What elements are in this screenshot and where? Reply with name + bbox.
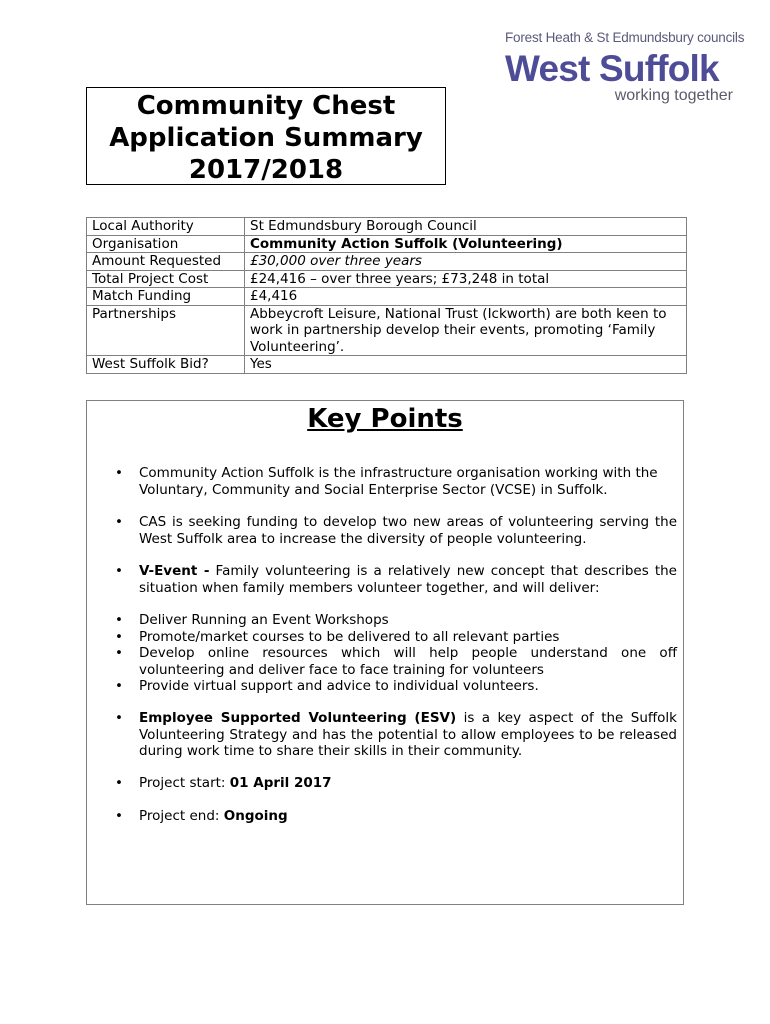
project-start-value: 01 April 2017	[229, 775, 332, 791]
project-end-label: Project end:	[139, 808, 224, 824]
logo-tagline: working together	[614, 87, 733, 104]
table-row	[87, 253, 687, 271]
project-end-value: Ongoing	[223, 808, 288, 824]
table-row	[87, 288, 687, 306]
amount-requested-label: Amount Requested	[87, 253, 245, 271]
key-point-infrastructure: Community Action Suffolk is the infrastructure organisation working with the Voluntary, Community and Social Enterprise Sector (VCSE) in Suffolk.	[139, 465, 658, 498]
bullet-icon: •	[115, 710, 123, 726]
match-funding-value: £4,416	[245, 288, 687, 306]
table-row	[87, 356, 687, 374]
v-event-text: Family volunteering is a relatively new concept that describes the situation when family members volunteer together, and will deliver:	[139, 563, 677, 596]
key-points-section	[86, 400, 684, 905]
esv-text: is a key aspect of the Suffolk Volunteering Strategy and has the potential to allow employees to be released during work time to share their skills in their community.	[139, 710, 678, 759]
local-authority-value: St Edmundsbury Borough Council	[245, 218, 687, 236]
table-row	[87, 235, 687, 253]
table-row	[87, 218, 687, 236]
west-suffolk-bid-value: Yes	[245, 356, 687, 374]
partnerships-label: Partnerships	[87, 305, 245, 356]
title-line-2: Application Summary	[109, 123, 423, 153]
local-authority-label: Local Authority	[87, 218, 245, 236]
key-point-v-event	[139, 563, 677, 596]
bullet-icon: •	[115, 563, 123, 579]
logo-councils-line: Forest Heath & St Edmundsbury councils	[505, 30, 745, 45]
key-point-funding: CAS is seeking funding to develop two new areas of volunteering serving the West Suffolk area to increase the diversity of people volunteering.	[139, 514, 677, 547]
organisation-label: Organisation	[87, 235, 245, 253]
organisation-value: Community Action Suffolk (Volunteering)	[245, 235, 687, 253]
bullet-icon: •	[115, 629, 123, 645]
amount-requested-value: £30,000 over three years	[245, 253, 687, 271]
match-funding-label: Match Funding	[87, 288, 245, 306]
partnerships-value: Abbeycroft Leisure, National Trust (Ickworth) are both keen to work in partnership develop their events, promoting ‘Family Volunteering’.	[245, 305, 687, 356]
bullet-icon: •	[115, 808, 123, 824]
key-point-esv	[139, 710, 677, 760]
logo-name: West Suffolk	[505, 48, 719, 89]
project-start-label: Project start:	[139, 775, 230, 791]
bullet-icon: •	[115, 612, 123, 628]
project-end	[139, 808, 677, 825]
bullet-icon: •	[115, 678, 123, 694]
key-points-heading: Key Points	[307, 404, 463, 434]
bullet-icon: •	[115, 514, 123, 530]
west-suffolk-bid-label: West Suffolk Bid?	[87, 356, 245, 374]
west-suffolk-logo	[505, 30, 745, 105]
title-line-1: Community Chest	[136, 91, 396, 121]
project-start	[139, 775, 677, 792]
summary-table	[86, 217, 687, 374]
title-line-3: 2017/2018	[188, 155, 344, 185]
total-project-cost-value: £24,416 – over three years; £73,248 in total	[245, 270, 687, 288]
table-row	[87, 270, 687, 288]
bullet-icon: •	[115, 645, 123, 661]
deliverable-online-resources: Develop online resources which will help people understand one off volunteering and deliver face to face training for volunteers	[139, 645, 677, 678]
esv-label: Employee Supported Volunteering (ESV)	[139, 710, 457, 726]
deliverable-courses: Promote/market courses to be delivered to all relevant parties	[139, 629, 560, 645]
page-title	[86, 87, 446, 185]
deliverable-workshops: Deliver Running an Event Workshops	[139, 612, 389, 628]
bullet-icon: •	[115, 775, 123, 791]
table-row	[87, 305, 687, 356]
deliverable-virtual-support: Provide virtual support and advice to individual volunteers.	[139, 678, 539, 694]
total-project-cost-label: Total Project Cost	[87, 270, 245, 288]
bullet-icon: •	[115, 465, 123, 481]
v-event-label: V-Event -	[139, 563, 210, 579]
